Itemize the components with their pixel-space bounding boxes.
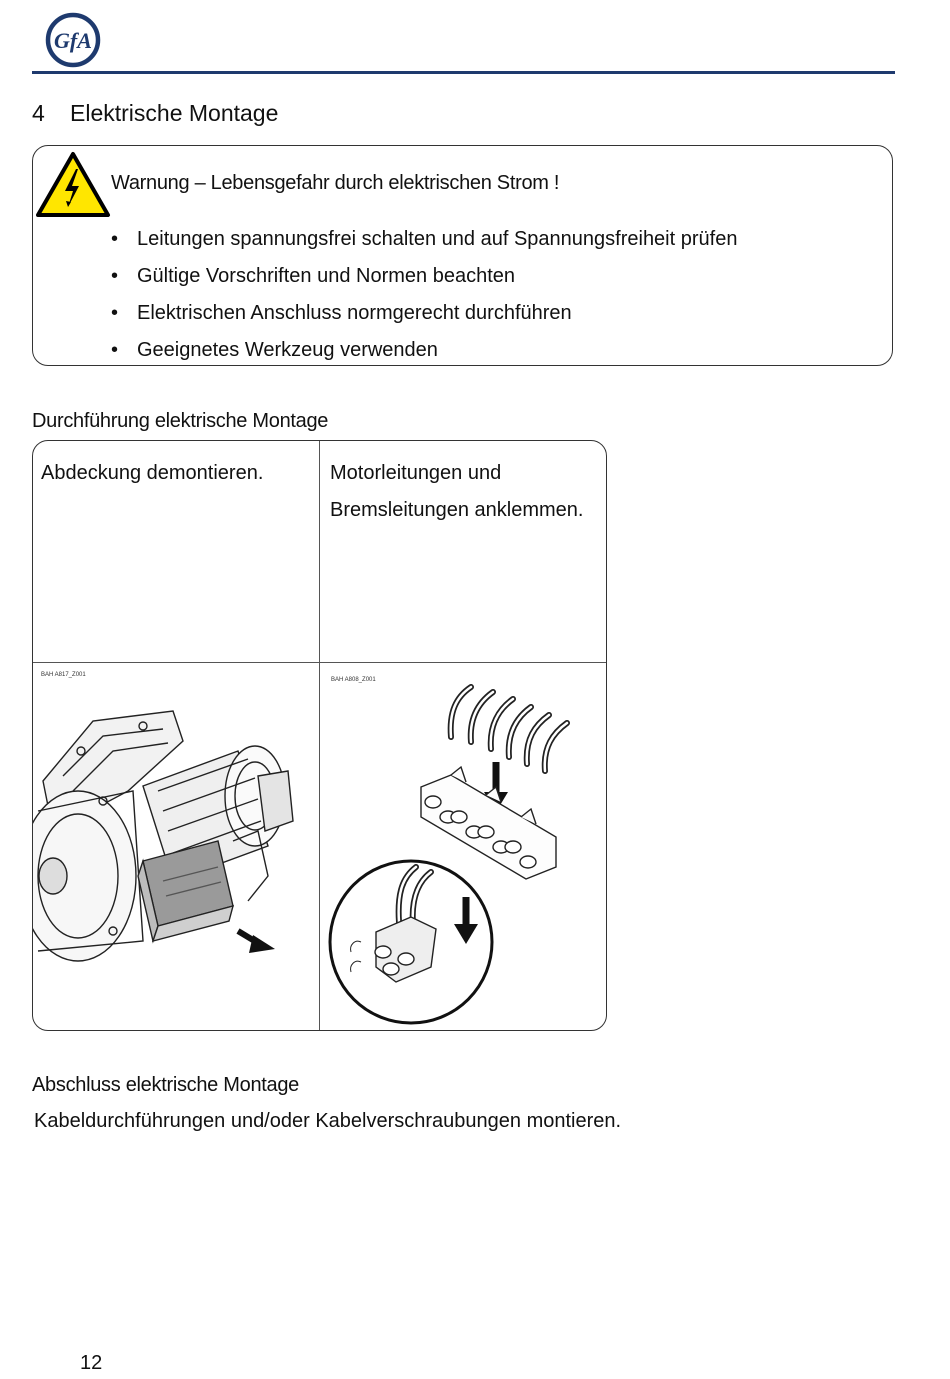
column-divider bbox=[319, 441, 320, 1030]
warning-title: Warnung – Lebensgefahr durch elektrischen Strom ! bbox=[111, 172, 560, 194]
bullet-icon: • bbox=[111, 228, 119, 250]
procedure-steps-table bbox=[32, 440, 607, 1031]
step-1-text bbox=[41, 455, 263, 492]
high-voltage-warning-icon bbox=[35, 151, 111, 219]
bullet-icon: • bbox=[111, 302, 119, 324]
warning-item bbox=[109, 300, 737, 337]
row-divider bbox=[33, 662, 606, 663]
gfa-logo bbox=[44, 11, 102, 69]
warning-item-text: Elektrischen Anschluss normgerecht durchführen bbox=[137, 302, 572, 324]
step-2-line: Bremsleitungen anklemmen. bbox=[330, 499, 584, 521]
step-2-line: Motorleitungen und bbox=[330, 462, 502, 484]
step-2-image-caption: BAH A808_Z001 bbox=[331, 677, 376, 683]
terminal-connection-illustration bbox=[321, 667, 607, 1031]
warning-item-text: Gültige Vorschriften und Normen beachten bbox=[137, 265, 515, 287]
warning-list bbox=[109, 226, 737, 374]
warning-item bbox=[109, 337, 737, 374]
step-1-line: Abdeckung demontieren. bbox=[41, 462, 264, 484]
procedure-title: Durchführung elektrische Montage bbox=[32, 410, 329, 432]
bullet-icon: • bbox=[111, 265, 119, 287]
logo-text: GfA bbox=[54, 28, 92, 53]
cover-removal-illustration bbox=[33, 681, 318, 1011]
step-2-text bbox=[330, 455, 605, 529]
warning-item-text: Geeignetes Werkzeug verwenden bbox=[137, 339, 438, 361]
chapter-title: Elektrische Montage bbox=[70, 100, 279, 126]
completion-title: Abschluss elektrische Montage bbox=[32, 1074, 299, 1096]
page-number: 12 bbox=[80, 1352, 103, 1374]
bullet-icon: • bbox=[111, 339, 119, 361]
chapter-number: 4 bbox=[32, 100, 45, 126]
chapter-heading bbox=[32, 100, 278, 127]
header-rule bbox=[32, 71, 895, 74]
warning-item bbox=[109, 263, 737, 300]
step-1-image-caption: BAH A817_Z001 bbox=[41, 672, 86, 678]
warning-box bbox=[32, 145, 893, 366]
warning-item bbox=[109, 226, 737, 263]
warning-item-text: Leitungen spannungsfrei schalten und auf Spannungsfreiheit prüfen bbox=[137, 228, 738, 250]
completion-text: Kabeldurchführungen und/oder Kabelverschraubungen montieren. bbox=[34, 1110, 622, 1132]
